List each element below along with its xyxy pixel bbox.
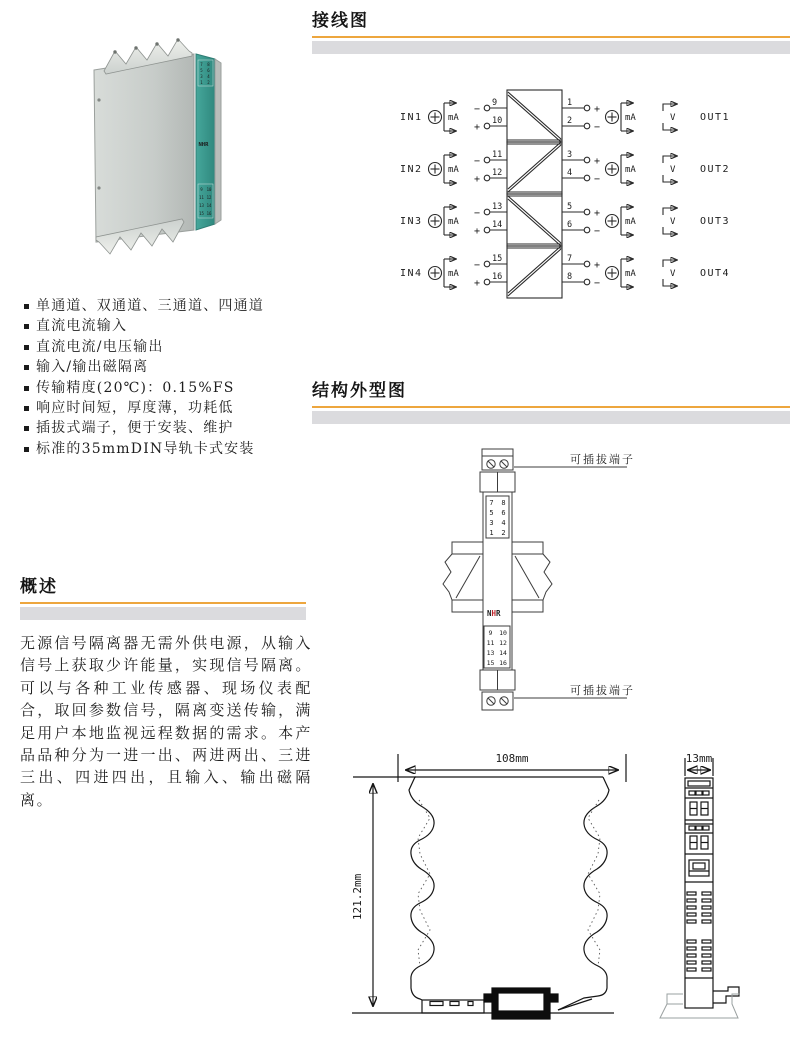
minus-sign: −	[474, 156, 481, 167]
terminal-dot	[484, 175, 490, 181]
depth-dim-label: 13mm	[685, 752, 713, 765]
terminal-dot	[584, 175, 590, 181]
list-item	[24, 337, 320, 357]
unit-label: mA	[625, 165, 636, 175]
bullet-square-icon	[24, 426, 29, 431]
module-front-face	[94, 54, 194, 242]
feature-text: 插拔式端子，便于安装、维护	[36, 420, 234, 437]
list-item	[24, 398, 320, 418]
unit-label: mA	[448, 165, 459, 175]
list-item	[24, 357, 320, 377]
width-dim-label: 108mm	[495, 752, 529, 765]
side-din-clip	[713, 987, 739, 1003]
screw-dot	[97, 98, 100, 101]
terminal-number: 7	[489, 499, 494, 507]
screw-dot	[113, 50, 116, 53]
list-item	[24, 316, 320, 336]
feature-text: 传输精度(20℃)：0.15%FS	[36, 379, 235, 396]
tiny-number: 3	[200, 74, 203, 79]
input-label: IN1	[400, 112, 423, 123]
overview-section-title: 概述	[20, 577, 58, 597]
terminal-number: 12	[492, 168, 503, 178]
terminal-number: 13	[486, 649, 495, 657]
pluggable-terminal-label-top: 可插拔端子	[570, 453, 635, 466]
terminal-panel-bottom	[484, 626, 510, 668]
list-item	[24, 296, 320, 316]
din-clip	[484, 988, 558, 1019]
section-bar	[312, 411, 790, 424]
list-item	[24, 418, 320, 438]
rail-cross-section	[660, 994, 740, 1018]
structure-section-title: 结构外型图	[312, 381, 407, 401]
terminal-number: 6	[501, 509, 506, 517]
input-label: IN3	[400, 216, 423, 227]
terminal-number: 7	[567, 254, 573, 264]
terminal-number: 8	[501, 499, 506, 507]
unit-label: mA	[625, 217, 636, 227]
wiring-channel-3	[400, 202, 730, 237]
unit-label: V	[670, 165, 676, 175]
brand-logo: NHR	[487, 609, 501, 618]
terminal-number: 5	[567, 202, 573, 212]
tiny-number: 13	[199, 203, 204, 208]
feature-text: 直流电流输入	[36, 318, 128, 335]
screw-dot	[176, 38, 179, 41]
terminal-number: 9	[492, 98, 498, 108]
terminal-number: 4	[567, 168, 573, 178]
tiny-number: 5	[200, 68, 203, 73]
feature-text: 直流电流/电压输出	[36, 338, 164, 355]
accent-rule	[312, 406, 790, 408]
tiny-number: 16	[206, 211, 212, 216]
tiny-number: 1	[200, 80, 203, 85]
plus-sign: +	[594, 208, 601, 219]
structure-diagram	[430, 444, 650, 744]
unit-label: mA	[448, 113, 459, 123]
wiring-channel-1	[400, 98, 730, 133]
tiny-number: 2	[207, 80, 210, 85]
terminal-dot	[584, 279, 590, 285]
overview-paragraph: 无源信号隔离器无需外供电源，从输入信号上获取少许能量，实现信号隔离。可以与各种工业传感器、现场仪表配合，取回参数信号，隔离变送传输，满足用户本地监视远程数据的需求。本产品品种分为一进一出、两进两出、三进三出、四进四出，且输入、输出磁隔离。	[20, 634, 312, 809]
minus-sign: −	[474, 260, 481, 271]
height-dim-label: 121.2mm	[351, 873, 364, 921]
minus-sign: −	[594, 122, 601, 133]
structure-section-header	[312, 376, 790, 424]
screw-dot	[155, 42, 158, 45]
section-bar	[312, 41, 790, 54]
terminal-number: 10	[492, 116, 503, 126]
terminal-dot	[484, 279, 490, 285]
unit-label: mA	[625, 269, 636, 279]
tiny-number: 12	[206, 195, 212, 200]
terminal-number: 16	[499, 659, 507, 667]
output-label: OUT3	[700, 216, 731, 227]
tiny-number: 14	[206, 203, 212, 208]
input-label: IN2	[400, 164, 423, 175]
feature-text: 标准的35mmDIN导轨卡式安装	[36, 440, 255, 457]
module-profile-front	[409, 777, 609, 1013]
terminal-number: 13	[492, 202, 503, 212]
screw-dot	[134, 46, 137, 49]
terminal-dot	[484, 105, 490, 111]
terminal-number: 3	[567, 150, 573, 160]
wiring-section-title: 接线图	[312, 11, 369, 31]
terminal-dot	[584, 123, 590, 129]
terminal-dot	[484, 157, 490, 163]
terminal-number: 4	[501, 519, 506, 527]
unit-label: V	[670, 269, 676, 279]
terminal-number: 11	[492, 150, 503, 160]
terminal-number: 12	[499, 639, 507, 647]
terminal-dot	[584, 209, 590, 215]
input-label: IN4	[400, 268, 423, 279]
minus-sign: −	[594, 278, 601, 289]
unit-label: mA	[448, 269, 459, 279]
terminal-number: 3	[489, 519, 494, 527]
output-label: OUT2	[700, 164, 731, 175]
list-item	[24, 378, 320, 398]
terminal-panel-top	[486, 496, 509, 538]
terminal-number: 1	[567, 98, 573, 108]
bullet-square-icon	[24, 304, 29, 309]
bullet-square-icon	[24, 324, 29, 329]
terminal-dot	[584, 157, 590, 163]
terminal-dot	[484, 261, 490, 267]
product-photo	[70, 36, 275, 291]
wiring-diagram	[388, 82, 793, 314]
plus-sign: +	[594, 156, 601, 167]
unit-label: mA	[448, 217, 459, 227]
terminal-number: 14	[492, 220, 503, 230]
bullet-square-icon	[24, 345, 29, 350]
plus-sign: +	[474, 122, 481, 133]
unit-label: mA	[625, 113, 636, 123]
feature-list	[24, 296, 320, 459]
section-bar	[20, 607, 306, 620]
terminal-number: 11	[486, 639, 495, 647]
feature-text: 单通道、双通道、三通道、四通道	[36, 298, 264, 314]
tiny-number: 15	[199, 211, 204, 216]
terminal-dot	[584, 105, 590, 111]
output-label: OUT4	[700, 268, 731, 279]
module-outline	[480, 449, 515, 710]
terminal-number: 15	[486, 659, 495, 667]
tiny-number: 6	[207, 68, 210, 73]
terminal-number: 10	[499, 629, 507, 637]
pluggable-terminal-label-bottom: 可插拔端子	[570, 684, 635, 697]
plus-sign: +	[594, 104, 601, 115]
tiny-number: 7	[200, 62, 203, 67]
plus-sign: +	[474, 278, 481, 289]
tiny-number: 10	[206, 187, 212, 192]
tiny-number: 9	[200, 187, 203, 192]
unit-label: V	[670, 113, 676, 123]
terminal-number: 15	[492, 254, 503, 264]
terminal-dot	[584, 261, 590, 267]
minus-sign: −	[474, 208, 481, 219]
terminal-number: 8	[567, 272, 573, 282]
terminal-dot	[584, 227, 590, 233]
minus-sign: −	[594, 174, 601, 185]
plus-sign: +	[474, 174, 481, 185]
terminal-number: 9	[488, 629, 493, 637]
module-side-edge	[215, 59, 221, 224]
module-side-view	[660, 752, 740, 1018]
wiring-channel-4	[400, 254, 730, 289]
feature-text: 响应时间短，厚度薄，功耗低	[36, 400, 234, 417]
terminal-number: 2	[567, 116, 573, 126]
feature-text: 输入/输出磁隔离	[36, 359, 149, 376]
tiny-number: 4	[207, 74, 210, 79]
terminal-number: 16	[492, 272, 503, 282]
wiring-section-header	[312, 6, 790, 54]
terminal-dot	[484, 227, 490, 233]
unit-label: V	[670, 217, 676, 227]
tiny-number: 8	[207, 62, 210, 67]
tiny-number: 11	[199, 195, 204, 200]
plus-sign: +	[594, 260, 601, 271]
terminal-number: 1	[489, 529, 494, 537]
plus-sign: +	[474, 226, 481, 237]
terminal-number: 5	[489, 509, 494, 517]
list-item	[24, 439, 320, 459]
overview-section-header	[20, 572, 306, 620]
din-rail	[443, 542, 552, 612]
terminal-number: 2	[501, 529, 506, 537]
isolator-box	[507, 90, 562, 298]
accent-rule	[312, 36, 790, 38]
output-label: OUT1	[700, 112, 731, 123]
screw-dot	[97, 186, 100, 189]
brand-logo: NHR	[198, 142, 209, 148]
minus-sign: −	[594, 226, 601, 237]
bullet-square-icon	[24, 406, 29, 411]
terminal-dot	[484, 209, 490, 215]
minus-sign: −	[474, 104, 481, 115]
wiring-channel-2	[400, 150, 730, 185]
bullet-square-icon	[24, 365, 29, 370]
terminal-dot	[484, 123, 490, 129]
terminal-number: 6	[567, 220, 573, 230]
dimension-drawing	[340, 742, 800, 1040]
accent-rule	[20, 602, 306, 604]
terminal-number: 14	[499, 649, 507, 657]
bullet-square-icon	[24, 386, 29, 391]
bullet-square-icon	[24, 447, 29, 452]
